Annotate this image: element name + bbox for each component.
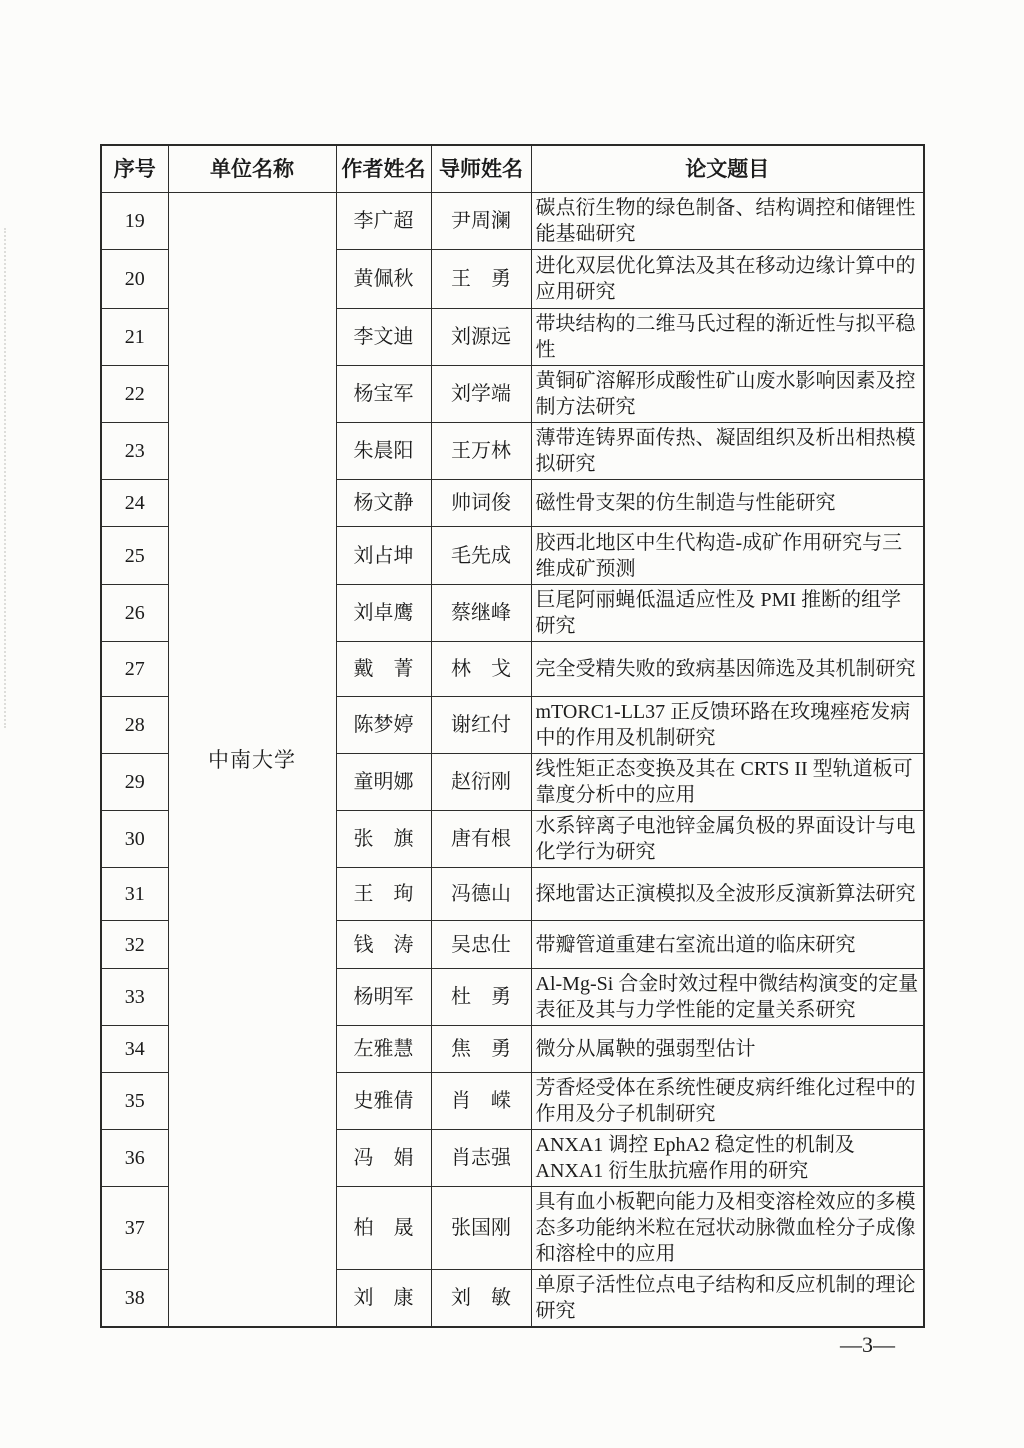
cell-author: 钱 涛 — [336, 921, 431, 969]
cell-author: 杨文静 — [336, 480, 431, 527]
cell-title: 完全受精失败的致病基因筛选及其机制研究 — [531, 642, 924, 697]
cell-advisor: 肖 嵘 — [431, 1073, 531, 1130]
cell-advisor: 蔡继峰 — [431, 585, 531, 642]
cell-advisor: 王万林 — [431, 423, 531, 480]
table-header-row — [101, 145, 924, 193]
cell-author: 李文迪 — [336, 309, 431, 366]
cell-no: 24 — [101, 480, 168, 527]
cell-no: 25 — [101, 527, 168, 585]
cell-unit-name: 中南大学 — [168, 193, 336, 1328]
cell-title: 带瓣管道重建右室流出道的临床研究 — [531, 921, 924, 969]
cell-author: 戴 菁 — [336, 642, 431, 697]
cell-no: 21 — [101, 309, 168, 366]
cell-author: 朱晨阳 — [336, 423, 431, 480]
cell-no: 26 — [101, 585, 168, 642]
header-author: 作者姓名 — [336, 145, 431, 193]
cell-author: 杨明军 — [336, 969, 431, 1026]
cell-no: 38 — [101, 1270, 168, 1328]
cell-title: mTORC1-LL37 正反馈环路在玫瑰痤疮发病中的作用及机制研究 — [531, 697, 924, 754]
cell-author: 童明娜 — [336, 754, 431, 811]
cell-author: 左雅慧 — [336, 1026, 431, 1073]
cell-title: 具有血小板靶向能力及相变溶栓效应的多模态多功能纳米粒在冠状动脉微血栓分子成像和溶栓中的应用 — [531, 1187, 924, 1270]
cell-author: 史雅倩 — [336, 1073, 431, 1130]
cell-author: 刘占坤 — [336, 527, 431, 585]
cell-title: 薄带连铸界面传热、凝固组织及析出相热模拟研究 — [531, 423, 924, 480]
cell-no: 27 — [101, 642, 168, 697]
cell-title: 带块结构的二维马氏过程的渐近性与拟平稳性 — [531, 309, 924, 366]
cell-title: 磁性骨支架的仿生制造与性能研究 — [531, 480, 924, 527]
cell-title: 线性矩正态变换及其在 CRTS II 型轨道板可靠度分析中的应用 — [531, 754, 924, 811]
cell-advisor: 毛先成 — [431, 527, 531, 585]
cell-no: 36 — [101, 1130, 168, 1187]
cell-title: ANXA1 调控 EphA2 稳定性的机制及 ANXA1 衍生肽抗癌作用的研究 — [531, 1130, 924, 1187]
cell-author: 李广超 — [336, 193, 431, 250]
page-number: —3— — [840, 1332, 895, 1357]
cell-author: 柏 晟 — [336, 1187, 431, 1270]
cell-title: 芳香烃受体在系统性硬皮病纤维化过程中的作用及分子机制研究 — [531, 1073, 924, 1130]
cell-no: 34 — [101, 1026, 168, 1073]
cell-title: 微分从属鞅的强弱型估计 — [531, 1026, 924, 1073]
cell-no: 31 — [101, 868, 168, 921]
cell-advisor: 谢红付 — [431, 697, 531, 754]
cell-title: Al-Mg-Si 合金时效过程中微结构演变的定量表征及其与力学性能的定量关系研究 — [531, 969, 924, 1026]
cell-title: 水系锌离子电池锌金属负极的界面设计与电化学行为研究 — [531, 811, 924, 868]
cell-advisor: 肖志强 — [431, 1130, 531, 1187]
header-no: 序号 — [101, 145, 168, 193]
table-row — [101, 193, 924, 250]
cell-no: 20 — [101, 250, 168, 309]
cell-advisor: 王 勇 — [431, 250, 531, 309]
cell-author: 黄佩秋 — [336, 250, 431, 309]
cell-advisor: 冯德山 — [431, 868, 531, 921]
cell-advisor: 尹周澜 — [431, 193, 531, 250]
cell-advisor: 张国刚 — [431, 1187, 531, 1270]
cell-title: 黄铜矿溶解形成酸性矿山废水影响因素及控制方法研究 — [531, 366, 924, 423]
header-advisor: 导师姓名 — [431, 145, 531, 193]
cell-no: 33 — [101, 969, 168, 1026]
cell-no: 22 — [101, 366, 168, 423]
cell-advisor: 焦 勇 — [431, 1026, 531, 1073]
cell-no: 37 — [101, 1187, 168, 1270]
cell-no: 32 — [101, 921, 168, 969]
cell-no: 30 — [101, 811, 168, 868]
thesis-table — [100, 144, 925, 1328]
cell-advisor: 刘源远 — [431, 309, 531, 366]
scan-artifact — [4, 228, 8, 728]
cell-advisor: 刘 敏 — [431, 1270, 531, 1328]
cell-title: 进化双层优化算法及其在移动边缘计算中的应用研究 — [531, 250, 924, 309]
cell-advisor: 吴忠仕 — [431, 921, 531, 969]
cell-advisor: 唐有根 — [431, 811, 531, 868]
cell-advisor: 赵衍刚 — [431, 754, 531, 811]
cell-no: 35 — [101, 1073, 168, 1130]
cell-author: 刘 康 — [336, 1270, 431, 1328]
cell-author: 冯 娟 — [336, 1130, 431, 1187]
cell-advisor: 刘学端 — [431, 366, 531, 423]
cell-title: 探地雷达正演模拟及全波形反演新算法研究 — [531, 868, 924, 921]
cell-title: 巨尾阿丽蝇低温适应性及 PMI 推断的组学研究 — [531, 585, 924, 642]
cell-title: 单原子活性位点电子结构和反应机制的理论研究 — [531, 1270, 924, 1328]
cell-author: 陈梦婷 — [336, 697, 431, 754]
cell-author: 王 珣 — [336, 868, 431, 921]
cell-author: 杨宝军 — [336, 366, 431, 423]
cell-no: 19 — [101, 193, 168, 250]
header-unit: 单位名称 — [168, 145, 336, 193]
cell-advisor: 杜 勇 — [431, 969, 531, 1026]
cell-title: 胶西北地区中生代构造-成矿作用研究与三维成矿预测 — [531, 527, 924, 585]
header-title: 论文题目 — [531, 145, 924, 193]
cell-advisor: 林 戈 — [431, 642, 531, 697]
cell-advisor: 帅词俊 — [431, 480, 531, 527]
cell-author: 刘卓鹰 — [336, 585, 431, 642]
cell-no: 28 — [101, 697, 168, 754]
cell-no: 29 — [101, 754, 168, 811]
cell-no: 23 — [101, 423, 168, 480]
cell-title: 碳点衍生物的绿色制备、结构调控和储锂性能基础研究 — [531, 193, 924, 250]
cell-author: 张 旗 — [336, 811, 431, 868]
